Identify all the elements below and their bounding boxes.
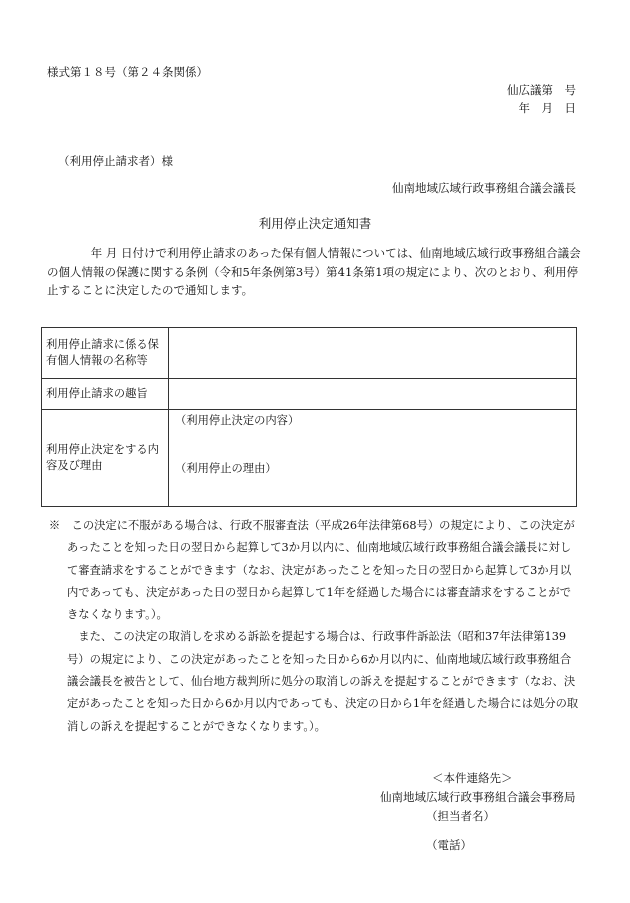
decision-reason-label: （利用停止の理由） bbox=[175, 462, 277, 475]
document-number: 仙広議第 号 bbox=[507, 83, 576, 97]
table-cell bbox=[169, 328, 577, 379]
sender: 仙南地域広域行政事務組合議会議長 bbox=[392, 181, 576, 195]
table-row bbox=[42, 328, 577, 379]
contact-block bbox=[380, 769, 576, 855]
lawsuit-note-paragraph: また、この決定の取消しを求める訴訟を提起する場合は、行政事件訴訟法（昭和37年法律第139号）の規定により、この決定があったことを知った日から6か月以内に、仙南地域広域行政事務組合議会議長を被告として、仙台地方裁判所に処分の取消しの訴えを提起することができます（なお、決定があったことを知った日から6か月以内であっても、決定の日から1年を経過した場合には処分の取消しの訴えを提起することができなくなります。）。 bbox=[67, 630, 579, 733]
table-label: 利用停止決定をする内容及び理由 bbox=[42, 410, 169, 507]
appeal-note-paragraph: ※ この決定に不服がある場合は、行政不服審査法（平成26年法律第68号）の規定により、この決定があったことを知った日の翌日から起算して3か月以内に、仙南地域広域行政事務組合議会議長に対して審査請求をすることができます（なお、決定があったことを知った日の翌日から起算して3か月以内であっても、決定があった日の翌日から起算して1年を経過した場合には審査請求をすることができなくなります。）。 bbox=[48, 519, 575, 622]
table-row bbox=[42, 379, 577, 410]
table-row bbox=[42, 410, 577, 507]
addressee: （利用停止請求者）様 bbox=[58, 154, 173, 168]
decision-table bbox=[41, 327, 577, 507]
contact-heading: ＜本件連絡先＞ bbox=[432, 771, 513, 785]
table-cell bbox=[169, 410, 577, 507]
table-label: 利用停止請求の趣旨 bbox=[42, 379, 169, 410]
decision-content-label: （利用停止決定の内容） bbox=[175, 414, 300, 427]
contact-office: 仙南地域広域行政事務組合議会事務局 bbox=[380, 790, 576, 804]
table-label: 利用停止請求に係る保有個人情報の名称等 bbox=[42, 328, 169, 379]
page-title: 利用停止決定通知書 bbox=[258, 216, 372, 231]
appeal-note bbox=[48, 515, 582, 738]
contact-person: （担当者名） bbox=[426, 809, 495, 823]
contact-phone: （電話） bbox=[426, 838, 472, 852]
notice-body: 年 月 日付けで利用停止請求のあった保有個人情報については、仙南地域広域行政事務組合議会の個人情報の保護に関する条例（令和5年条例第3号）第41条第1項の規定により、次のとおり、利用停止することに決定したので通知します。 bbox=[47, 246, 581, 297]
document-date: 年 月 日 bbox=[518, 101, 576, 115]
form-number: 様式第１８号（第２４条関係） bbox=[47, 65, 208, 79]
table-cell bbox=[169, 379, 577, 410]
